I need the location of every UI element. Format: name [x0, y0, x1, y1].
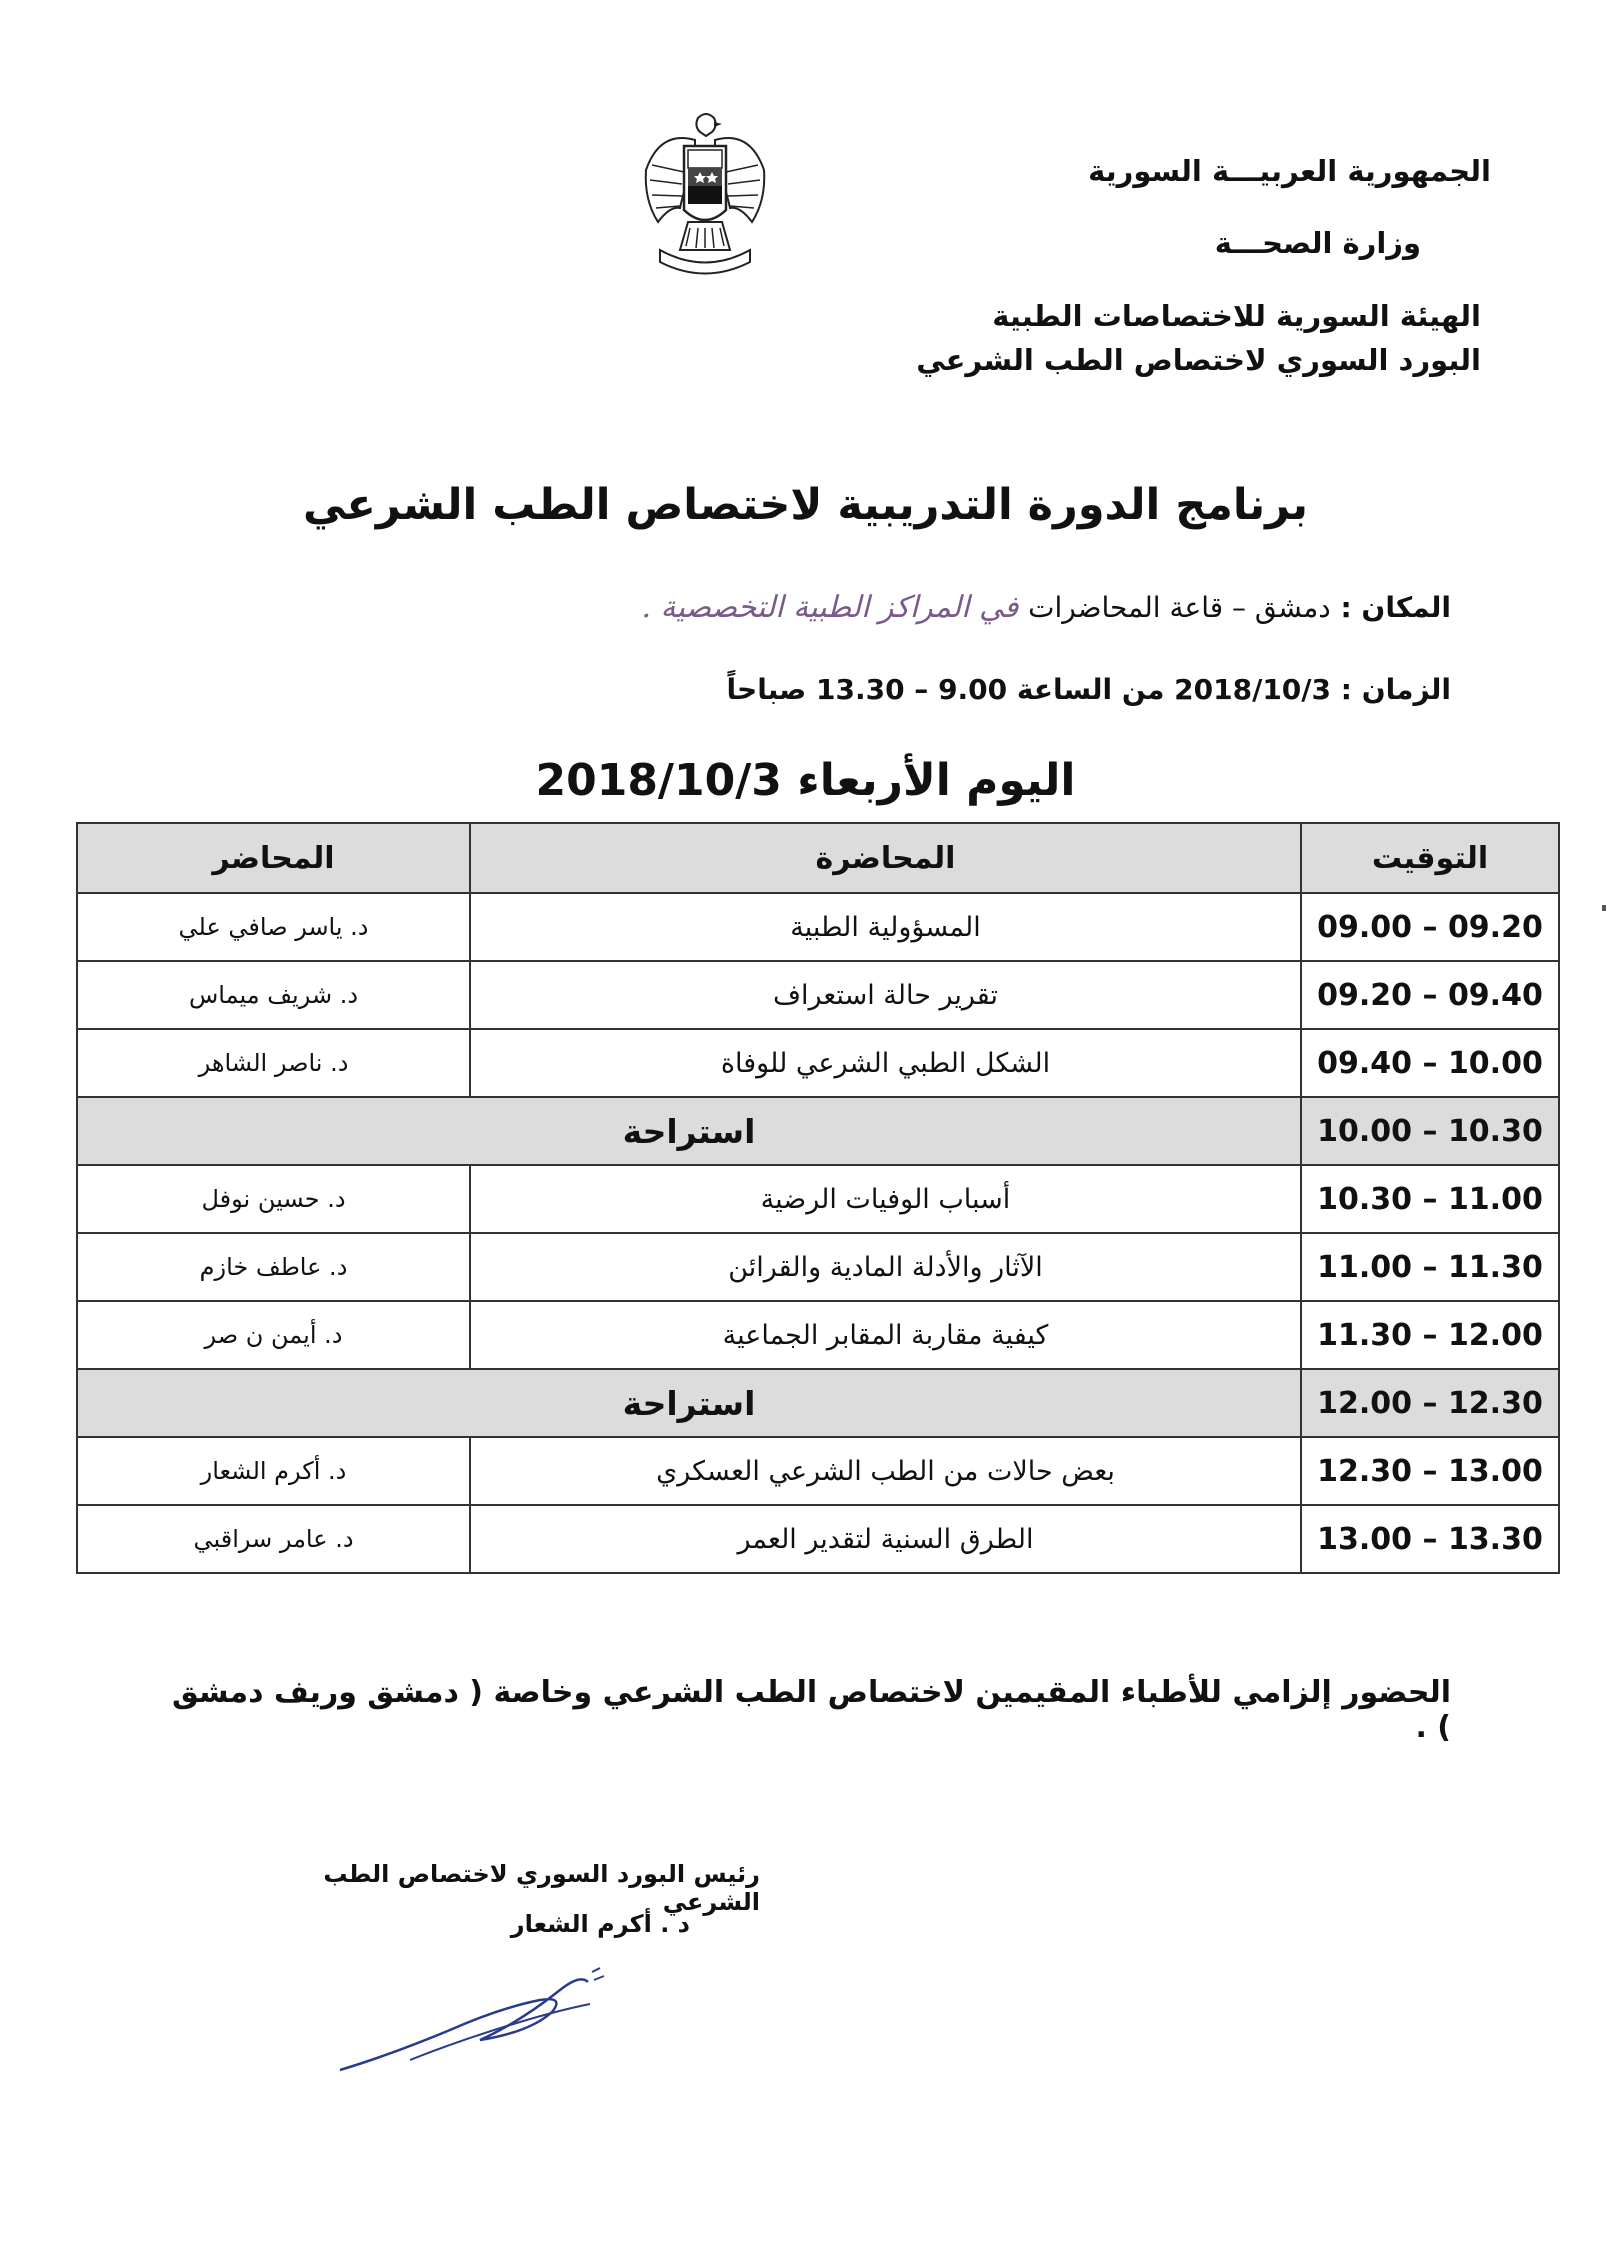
signature-name: د . أكرم الشعار: [510, 1910, 690, 1938]
schedule-table: [76, 822, 1560, 1574]
row-lecturer: د. عاطف خازم: [77, 1233, 470, 1301]
table-row: [77, 961, 1559, 1029]
row-lecture: كيفية مقاربة المقابر الجماعية: [470, 1301, 1301, 1369]
table-header-row: [77, 823, 1559, 893]
place-value: دمشق – قاعة المحاضرات: [1028, 591, 1331, 624]
break-row: [77, 1097, 1559, 1165]
time-label: الزمان :: [1340, 673, 1451, 706]
place-handwritten: في المراكز الطبية التخصصية .: [641, 590, 1019, 625]
row-time: 13.00 – 13.30: [1301, 1505, 1559, 1573]
table-row: [77, 1029, 1559, 1097]
row-time: 10.30 – 11.00: [1301, 1165, 1559, 1233]
row-lecture: الآثار والأدلة المادية والقرائن: [470, 1233, 1301, 1301]
row-lecturer: د. أيمن ن صر: [77, 1301, 470, 1369]
row-time: 12.30 – 13.00: [1301, 1437, 1559, 1505]
row-lecturer: د. حسين نوفل: [77, 1165, 470, 1233]
row-time: 11.30 – 12.00: [1301, 1301, 1559, 1369]
place-line: [641, 590, 1451, 625]
row-lecturer: د. ياسر صافي علي: [77, 893, 470, 961]
header-time: التوقيت: [1301, 823, 1559, 893]
header-lecture: المحاضرة: [470, 823, 1301, 893]
letterhead: [871, 150, 1491, 382]
row-lecturer: د. عامر سراقبي: [77, 1505, 470, 1573]
signature-title: رئيس البورد السوري لاختصاص الطب الشرعي: [323, 1860, 760, 1916]
table-row: [77, 893, 1559, 961]
row-time: 11.00 – 11.30: [1301, 1233, 1559, 1301]
row-lecture: أسباب الوفيات الرضية: [470, 1165, 1301, 1233]
break-row: [77, 1369, 1559, 1437]
row-time: 10.00 – 10.30: [1301, 1097, 1559, 1165]
row-time: 12.00 – 12.30: [1301, 1369, 1559, 1437]
row-lecture: الشكل الطبي الشرعي للوفاة: [470, 1029, 1301, 1097]
break-label: استراحة: [77, 1369, 1301, 1437]
row-time: 09.40 – 10.00: [1301, 1029, 1559, 1097]
edge-mark: [1602, 905, 1606, 911]
header-ministry: وزارة الصحـــة: [1214, 225, 1421, 260]
header-lecturer: المحاضر: [77, 823, 470, 893]
break-label: استراحة: [77, 1097, 1301, 1165]
syrian-eagle-emblem-icon: [640, 110, 770, 280]
attendance-note: الحضور إلزامي للأطباء المقيمين لاختصاص الطب الشرعي وخاصة ( دمشق وريف دمشق ) .: [171, 1675, 1451, 1745]
table-row: [77, 1437, 1559, 1505]
time-value: 2018/10/3 من الساعة 9.00 – 13.30 صباحاً: [726, 673, 1332, 706]
header-country: الجمهورية العربيـــة السورية: [1088, 154, 1491, 188]
row-lecture: بعض حالات من الطب الشرعي العسكري: [470, 1437, 1301, 1505]
table-row: [77, 1301, 1559, 1369]
day-heading: اليوم الأربعاء 2018/10/3: [535, 755, 1076, 806]
row-lecture: المسؤولية الطبية: [470, 893, 1301, 961]
page-title: برنامج الدورة التدريبية لاختصاص الطب الشرعي: [302, 480, 1309, 530]
table-row: [77, 1165, 1559, 1233]
table-row: [77, 1233, 1559, 1301]
time-line: [727, 673, 1451, 706]
row-time: 09.20 – 09.40: [1301, 961, 1559, 1029]
place-label: المكان :: [1340, 591, 1451, 624]
table-row: [77, 1505, 1559, 1573]
header-commission: الهيئة السورية للاختصاصات الطبية: [992, 299, 1481, 333]
row-lecturer: د. أكرم الشعار: [77, 1437, 470, 1505]
handwritten-signature-icon: [330, 1960, 630, 2080]
row-lecture: تقرير حالة استعراف: [470, 961, 1301, 1029]
row-lecturer: د. شريف ميماس: [77, 961, 470, 1029]
row-lecturer: د. ناصر الشاهر: [77, 1029, 470, 1097]
header-board: البورد السوري لاختصاص الطب الشرعي: [916, 342, 1481, 377]
row-time: 09.00 – 09.20: [1301, 893, 1559, 961]
row-lecture: الطرق السنية لتقدير العمر: [470, 1505, 1301, 1573]
